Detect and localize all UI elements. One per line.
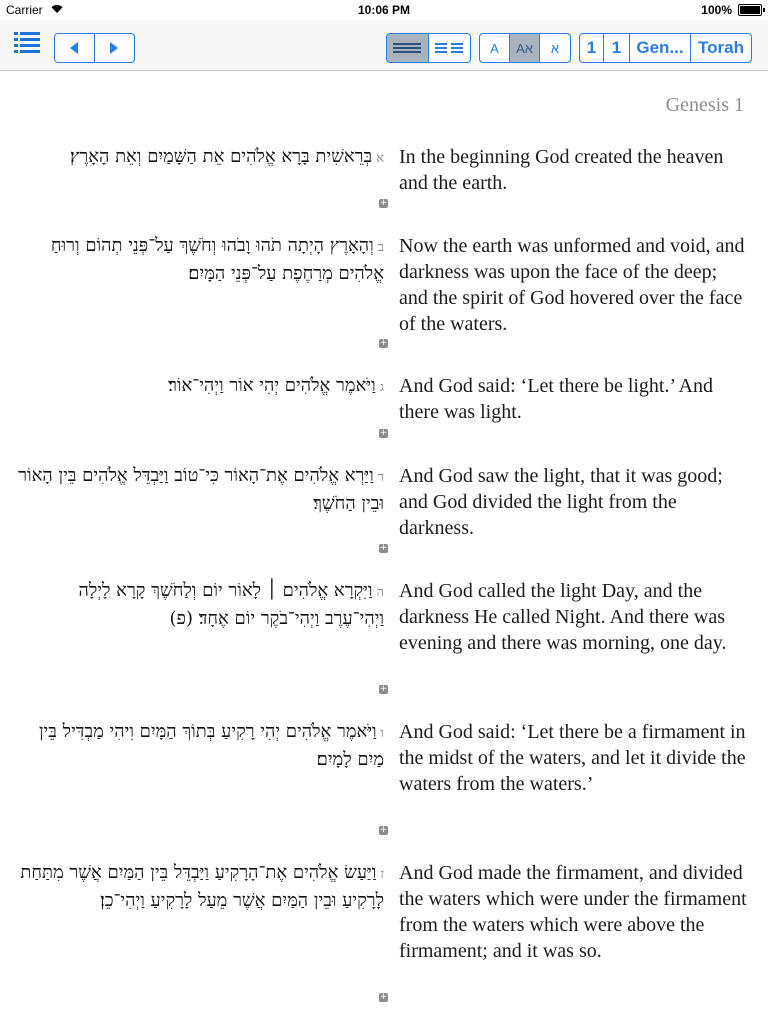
reference-selector [579,33,752,63]
verse-number: ה [376,585,384,600]
chevron-right-icon [110,42,118,54]
hebrew-verse [16,373,384,401]
verse-number: ג [379,380,384,395]
hebrew-verse [16,860,384,914]
hebrew-text: וְהָאָרֶץ הָיְתָה תֹהוּ וָבֹהוּ וְחֹשֶׁךְ עַל־פְּנֵי תְהוֹם וְרוּחַ אֱלֹהִים מְרַחֶפֶת עַל־פְּנֵי הַמָּיִם׃ [50,235,384,284]
verse-number: א [376,151,384,166]
plus-square-icon[interactable]: + [379,543,388,553]
hebrew-text: בְּרֵאשִׁית בָּרָא אֱלֹהִים אֵת הַשָּׁמַיִם וְאֵת הָאָרֶץ׃ [69,146,373,167]
english-verse: And God saw the light, that it was good; and God divided the light from the darkness. [399,465,723,539]
plus-square-icon[interactable]: + [379,684,388,694]
bilingual-button[interactable]: Aא [510,34,540,62]
hebrew-text: וַיִּקְרָא אֱלֹהִים ׀ לָאוֹר יוֹם וְלַחֹשֶׁךְ קָרָא לָיְלָה וַיְהִי־עֶרֶב וַיְהִי־בֹקֶר יוֹם אֶחָד׃ (פ) [78,580,384,629]
status-bar [0,0,768,20]
carrier-label: Carrier [6,3,43,17]
hebrew-only-button[interactable]: א [550,40,560,56]
plus-square-icon[interactable]: + [379,198,388,208]
hebrew-text: וַיַּעַשׂ אֱלֹהִים אֶת־הָרָקִיעַ וַיַּבְדֵּל בֵּין הַמַּיִם אֲשֶׁר מִתַּחַת לָרָקִיעַ וּבֵין הַמַּיִם אֲשֶׁר מֵעַל לָרָקִיעַ וַיְהִי־כֵן׃ [20,862,384,911]
verse-number: ו [380,726,384,741]
english-verse: And God called the light Day, and the darkness He called Night. And there was evening and there was morning, one day. [399,580,727,654]
plus-square-icon[interactable]: + [379,992,388,1002]
toolbar [0,20,768,71]
hebrew-verse [16,463,384,517]
hebrew-verse [16,233,384,287]
clock: 10:06 PM [357,3,411,17]
hebrew-verse [16,144,384,172]
chapter-button[interactable]: 1 [580,34,604,62]
chevron-left-icon [70,42,78,54]
previous-chapter-button[interactable] [55,34,95,62]
hebrew-text: וַיֹּאמֶר אֱלֹהִים יְהִי רָקִיעַ בְּתוֹךְ הַמָּיִם וִיהִי מַבְדִּיל בֵּין מַיִם לָמָיִם׃ [38,721,384,770]
collection-button[interactable]: Torah [698,38,744,57]
english-only-button[interactable]: A [480,34,510,62]
hebrew-verse [16,578,384,632]
chapter-heading: Genesis 1 [665,94,744,116]
list-icon[interactable] [14,32,40,54]
english-verse: Now the earth was unformed and void, and darkness was upon the face of the deep; and the spirit of God hovered over the face of the waters. [399,235,745,335]
english-verse: And God said: ‘Let there be a firmament in the midst of the waters, and let it divide the waters from the waters.’ [399,721,746,795]
hebrew-text: וַיַּרְא אֱלֹהִים אֶת־הָאוֹר כִּי־טוֹב וַיַּבְדֵּל אֱלֹהִים בֵּין הָאוֹר וּבֵין הַחֹשֶׁךְ׃ [18,465,384,514]
plus-square-icon[interactable]: + [379,428,388,438]
next-chapter-button[interactable] [95,34,135,62]
hebrew-verse [16,719,384,773]
english-verse: In the beginning God created the heaven and the earth. [399,146,724,194]
language-selector [479,33,571,63]
english-verse: And God said: ‘Let there be light.’ And there was light. [399,375,714,423]
layout-selector [386,33,471,63]
plus-square-icon[interactable]: + [379,338,388,348]
hebrew-text: וַיֹּאמֶר אֱלֹהִים יְהִי אוֹר וַיְהִי־אוֹר׃ [168,375,376,396]
english-verse: And God made the firmament, and divided the waters which were under the firmament from the waters which were above the firmament; and it was so. [399,862,747,962]
verse-button[interactable]: 1 [604,34,630,62]
layout-side-by-side-button[interactable] [429,34,471,62]
verse-number: ב [377,240,384,255]
plus-square-icon[interactable]: + [379,825,388,835]
battery-percentage: 100% [701,3,732,17]
verse-number: ד [377,470,384,485]
layout-interleaved-icon [393,42,421,54]
battery-icon [738,4,762,16]
book-button[interactable]: Gen... [630,34,691,62]
chapter-navigation [54,33,135,63]
verse-number: ז [380,867,384,882]
layout-interleaved-button[interactable] [387,34,429,62]
layout-side-by-side-icon [435,42,463,54]
